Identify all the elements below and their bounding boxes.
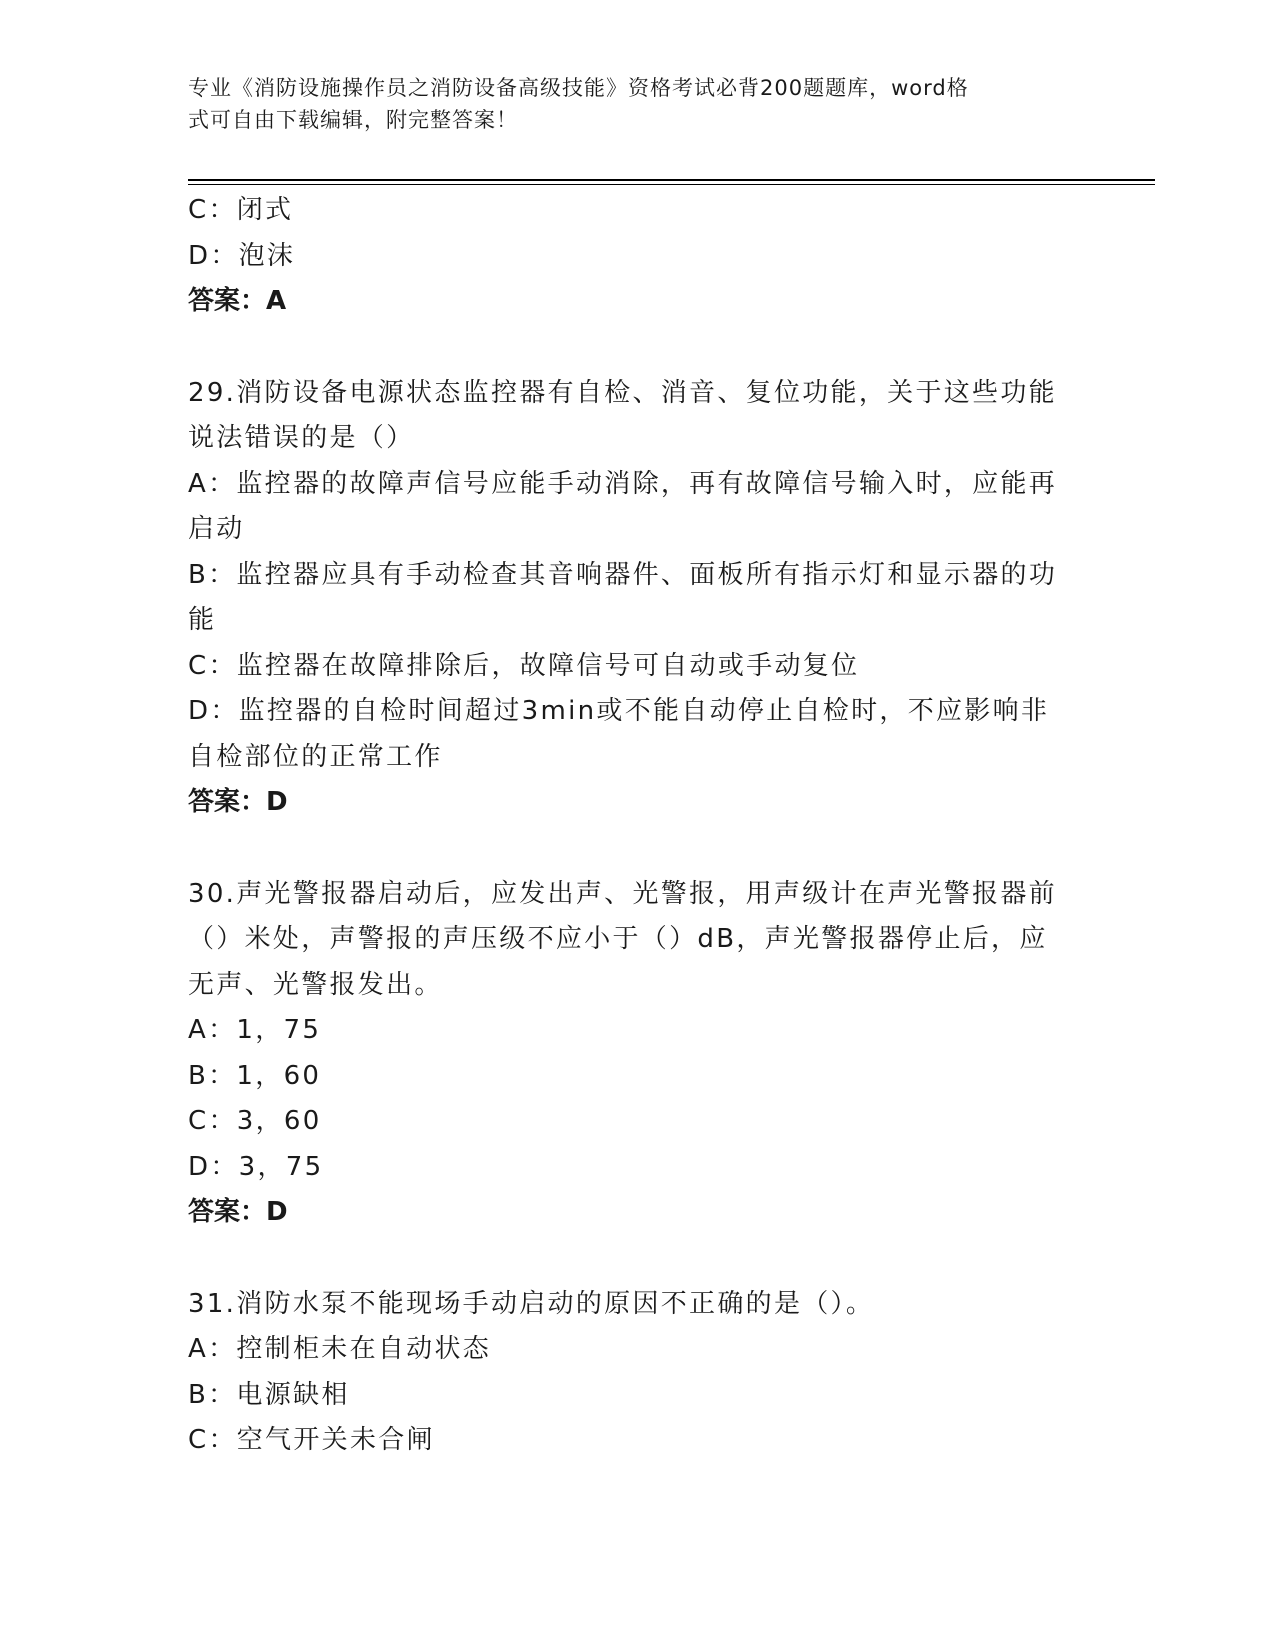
option-c: C：监控器在故障排除后，故障信号可自动或手动复位 — [188, 650, 860, 681]
answer-line: 答案：A — [188, 286, 287, 316]
option-a: A：控制柜未在自动状态 — [188, 1334, 492, 1364]
option-b: B：1，60 — [188, 1060, 322, 1091]
option-c: C：闭式 — [188, 195, 294, 225]
question-content — [188, 188, 1068, 1464]
option-d: D：监控器的自检时间超过3min或不能自动停止自检时，不应影响非 — [188, 696, 1050, 726]
header-line-2: 式可自由下载编辑，附完整答案！ — [188, 108, 518, 132]
document-header — [188, 72, 1068, 136]
option-c: C：3，60 — [188, 1106, 322, 1136]
question-stem-line: 无声、光警报发出。 — [188, 969, 443, 1000]
header-divider-thin — [188, 184, 1155, 185]
option-d-continued: 自检部位的正常工作 — [188, 741, 443, 772]
question-stem-line: 说法错误的是（） — [188, 423, 415, 453]
header-divider-thick — [188, 179, 1155, 181]
question-stem-line: （）米处，声警报的声压级不应小于（）dB，声光警报器停止后，应 — [188, 924, 1048, 954]
option-c: C：空气开关未合闸 — [188, 1425, 435, 1455]
option-d: D：3，75 — [188, 1151, 324, 1182]
question-stem-line: 29.消防设备电源状态监控器有自检、消音、复位功能，关于这些功能 — [188, 377, 1057, 408]
option-b: B：监控器应具有手动检查其音响器件、面板所有指示灯和显示器的功 — [188, 559, 1058, 590]
option-b-continued: 能 — [188, 605, 217, 635]
spacer — [188, 826, 1068, 872]
option-d: D：泡沫 — [188, 240, 296, 271]
spacer — [188, 1236, 1068, 1282]
option-b: B：电源缺相 — [188, 1379, 350, 1410]
answer-line: 答案：D — [188, 1197, 288, 1227]
question-stem-line: 30.声光警报器启动后，应发出声、光警报，用声级计在声光警报器前 — [188, 878, 1057, 909]
answer-line: 答案：D — [188, 787, 288, 817]
option-a-continued: 启动 — [188, 514, 245, 544]
header-line-1: 专业《消防设施操作员之消防设备高级技能》资格考试必背200题题库，word格 — [188, 76, 969, 100]
option-a: A：监控器的故障声信号应能手动消除，再有故障信号输入时，应能再 — [188, 468, 1058, 499]
spacer — [188, 325, 1068, 371]
question-stem-line: 31.消防水泵不能现场手动启动的原因不正确的是（）。 — [188, 1288, 875, 1319]
option-a: A：1，75 — [188, 1015, 322, 1045]
